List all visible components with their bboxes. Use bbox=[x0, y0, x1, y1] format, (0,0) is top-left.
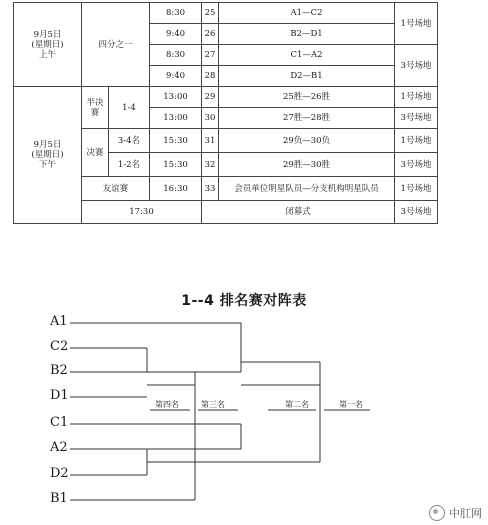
match-cell: 29负—30负 bbox=[219, 129, 395, 153]
final-label: 决赛 bbox=[82, 129, 109, 177]
match-no-cell: 29 bbox=[202, 87, 219, 108]
final-34-label: 3-4名 bbox=[109, 129, 150, 153]
afternoon-date: 9月5日 bbox=[33, 140, 62, 150]
second-place-label: 第二名 bbox=[285, 400, 309, 409]
morning-weekday: (星期日) bbox=[31, 39, 64, 50]
time-cell: 9:40 bbox=[150, 24, 202, 45]
match-no-cell: 33 bbox=[202, 177, 219, 201]
venue-cell: 1号场地 bbox=[395, 177, 438, 201]
match-no-cell: 28 bbox=[202, 66, 219, 87]
fourth-place-label: 第四名 bbox=[155, 400, 179, 409]
team-label: B2 bbox=[50, 363, 68, 378]
time-cell: 9:40 bbox=[150, 66, 202, 87]
third-place-label: 第三名 bbox=[201, 400, 225, 409]
match-no-cell: 26 bbox=[202, 24, 219, 45]
match-cell: 25胜—26胜 bbox=[219, 87, 395, 108]
watermark-logo-icon bbox=[429, 505, 445, 521]
match-no-cell: 31 bbox=[202, 129, 219, 153]
team-label: D1 bbox=[50, 388, 69, 403]
time-cell: 16:30 bbox=[150, 177, 202, 201]
morning-date: 9月5日 bbox=[33, 29, 62, 40]
team-label: B1 bbox=[50, 491, 68, 506]
closing-time: 17:30 bbox=[82, 201, 202, 224]
team-label: A2 bbox=[50, 440, 68, 455]
final-12-label: 1-2名 bbox=[109, 153, 150, 177]
time-cell: 8:30 bbox=[150, 45, 202, 66]
venue-cell: 1号场地 bbox=[395, 3, 438, 45]
match-cell: B2—D1 bbox=[219, 24, 395, 45]
team-label: D2 bbox=[50, 466, 69, 481]
match-cell: C1—A2 bbox=[219, 45, 395, 66]
venue-cell: 3号场地 bbox=[395, 45, 438, 87]
watermark-text: 中肛网 bbox=[449, 507, 482, 520]
match-no-cell: 32 bbox=[202, 153, 219, 177]
venue-cell: 3号场地 bbox=[395, 201, 438, 224]
venue-cell: 1号场地 bbox=[395, 87, 438, 108]
match-cell: D2—B1 bbox=[219, 66, 395, 87]
venue-cell: 3号场地 bbox=[395, 153, 438, 177]
team-label: A1 bbox=[50, 314, 68, 329]
match-cell: 27胜—28胜 bbox=[219, 108, 395, 129]
watermark bbox=[429, 505, 482, 521]
first-place-label: 第一名 bbox=[339, 400, 363, 409]
match-no-cell: 27 bbox=[202, 45, 219, 66]
match-cell: 29胜—30胜 bbox=[219, 153, 395, 177]
friendly-label: 友谊赛 bbox=[82, 177, 150, 201]
afternoon-weekday: (星期日) bbox=[31, 150, 64, 160]
team-label: C1 bbox=[50, 415, 69, 430]
semifinal-range: 1-4 bbox=[109, 87, 150, 129]
afternoon-period: 下午 bbox=[38, 160, 56, 170]
time-cell: 13:00 bbox=[150, 87, 202, 108]
semifinal-label: 半决赛 bbox=[82, 87, 109, 129]
match-cell: A1—C2 bbox=[219, 3, 395, 24]
match-no-cell: 30 bbox=[202, 108, 219, 129]
time-cell: 15:30 bbox=[150, 129, 202, 153]
time-cell: 15:30 bbox=[150, 153, 202, 177]
venue-cell: 1号场地 bbox=[395, 129, 438, 153]
morning-period: 上午 bbox=[38, 49, 56, 60]
quarterfinal-label: 四分之一 bbox=[82, 3, 150, 87]
time-cell: 8:30 bbox=[150, 3, 202, 24]
match-no-cell: 25 bbox=[202, 3, 219, 24]
match-cell: 会员单位明星队员—分支机构明星队员 bbox=[219, 177, 395, 201]
time-cell: 13:00 bbox=[150, 108, 202, 129]
team-label: C2 bbox=[50, 339, 69, 354]
bracket-title: 1--4 排名赛对阵表 bbox=[181, 293, 307, 309]
closing-name: 闭幕式 bbox=[202, 201, 395, 224]
venue-cell: 3号场地 bbox=[395, 108, 438, 129]
